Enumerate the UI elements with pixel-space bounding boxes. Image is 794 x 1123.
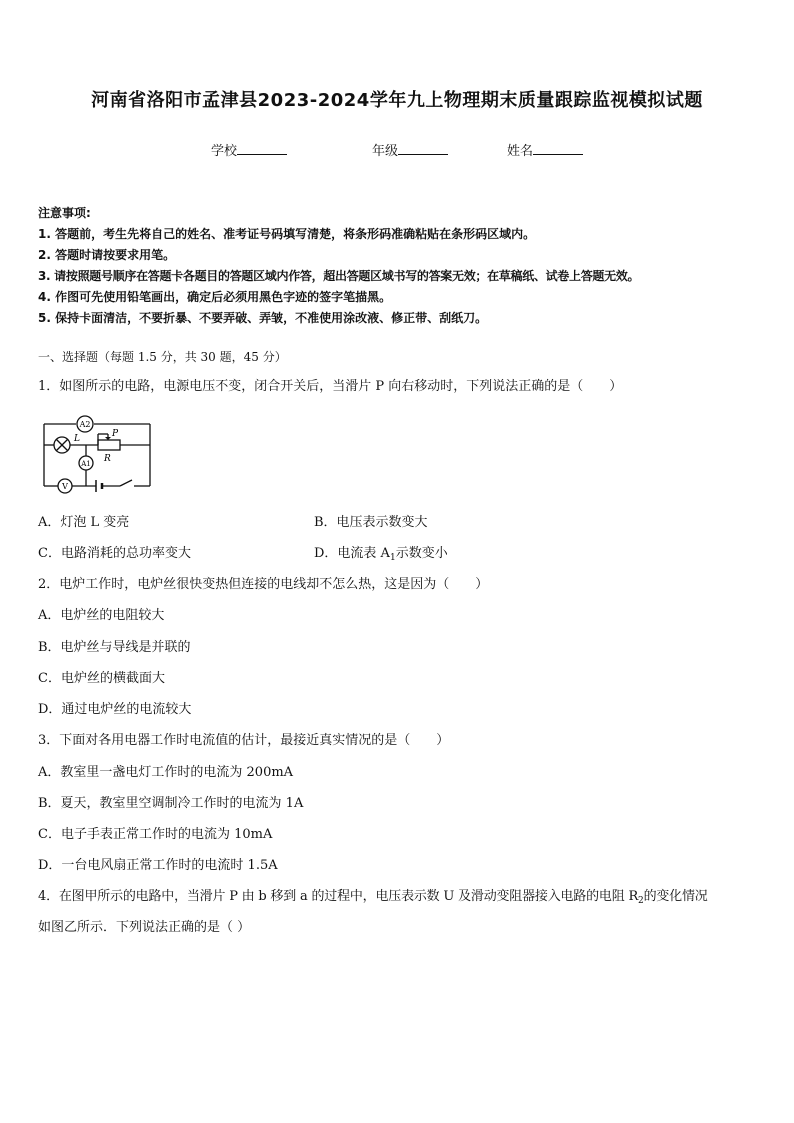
rheostat-symbol [98, 440, 120, 450]
q4-stem-line2: 如图乙所示．下列说法正确的是（ ） [38, 920, 251, 935]
q4-stem-subscript: 2 [638, 896, 644, 906]
name-blank [533, 142, 583, 155]
q1-option-d-subscript: 1 [389, 553, 396, 563]
q2-stem: 2．电炉工作时，电炉丝很快变热但连接的电线却不怎么热，这是因为（ ） [38, 577, 489, 592]
q1-option-d [314, 542, 448, 563]
switch-blade [120, 480, 132, 486]
name-label: 姓名 [507, 144, 534, 159]
q3-option-c: C．电子手表正常工作时的电流为 10mA [38, 827, 273, 842]
grade-label: 年级 [372, 144, 399, 159]
label-a2: A2 [79, 420, 91, 429]
q1-option-b: B．电压表示数变大 [314, 515, 428, 530]
q2-option-a: A．电炉丝的电阻较大 [38, 608, 165, 623]
note-item: 3. 请按照题号顺序在答题卡各题目的答题区域内作答，超出答题区域书写的答案无效；在草稿纸、试卷上答题无效。 [38, 269, 640, 283]
q4-stem-text-end: 的变化情况 [643, 889, 708, 904]
section-heading: 一、选择题（每题 1.5 分，共 30 题，45 分） [38, 350, 287, 364]
school-blank [237, 142, 287, 155]
q1-stem: 1．如图所示的电路，电源电压不变，闭合开关后，当滑片 P 向右移动时，下列说法正确的是（ ） [38, 379, 623, 394]
q4-stem-text: 4．在图甲所示的电路中，当滑片 P 由 b 移到 a 的过程中，电压表示数 U 及滑动变阻器接入电路的电阻 R [38, 889, 639, 904]
name-field [507, 140, 583, 159]
label-p: P [112, 429, 119, 439]
q1-option-a: A．灯泡 L 变亮 [38, 515, 130, 530]
note-item: 4. 作图可先使用铅笔画出，确定后必须用黑色字迹的签字笔描黑。 [38, 290, 392, 304]
label-r: R [104, 454, 111, 464]
q4-stem [38, 885, 708, 906]
q3-option-b: B．夏天，教室里空调制冷工作时的电流为 1A [38, 796, 304, 811]
q2-option-c: C．电炉丝的横截面大 [38, 671, 165, 686]
page-title: 河南省洛阳市孟津县2023-2024学年九上物理期末质量跟踪监视模拟试题 [91, 90, 703, 111]
notes-heading: 注意事项: [38, 206, 91, 220]
q3-option-d: D．一台电风扇正常工作时的电流时 1.5A [38, 858, 278, 873]
note-item: 5. 保持卡面清洁，不要折暴、不要弄破、弄皱，不准使用涂改液、修正带、刮纸刀。 [38, 311, 488, 325]
q1-circuit-diagram [36, 408, 156, 494]
q2-option-d: D．通过电炉丝的电流较大 [38, 702, 192, 717]
grade-field [372, 140, 448, 159]
school-label: 学校 [211, 144, 238, 159]
q3-stem: 3．下面对各用电器工作时电流值的估计，最接近真实情况的是（ ） [38, 733, 450, 748]
label-l: L [74, 434, 80, 444]
label-a1: A1 [81, 460, 91, 468]
note-item: 1. 答题前，考生先将自己的姓名、准考证号码填写清楚，将条形码准确粘贴在条形码区域内。 [38, 227, 536, 241]
label-v: V [62, 482, 68, 491]
grade-blank [398, 142, 448, 155]
q1-option-c: C．电路消耗的总功率变大 [38, 546, 191, 561]
q1-option-d-text: D．电流表 A [314, 546, 390, 561]
note-item: 2. 答题时请按要求用笔。 [38, 248, 176, 262]
q1-option-d-text-end: 示数变小 [395, 546, 448, 561]
q3-option-a: A．教室里一盏电灯工作时的电流为 200mA [38, 765, 294, 780]
school-field [211, 140, 287, 159]
q2-option-b: B．电炉丝与导线是并联的 [38, 640, 191, 655]
